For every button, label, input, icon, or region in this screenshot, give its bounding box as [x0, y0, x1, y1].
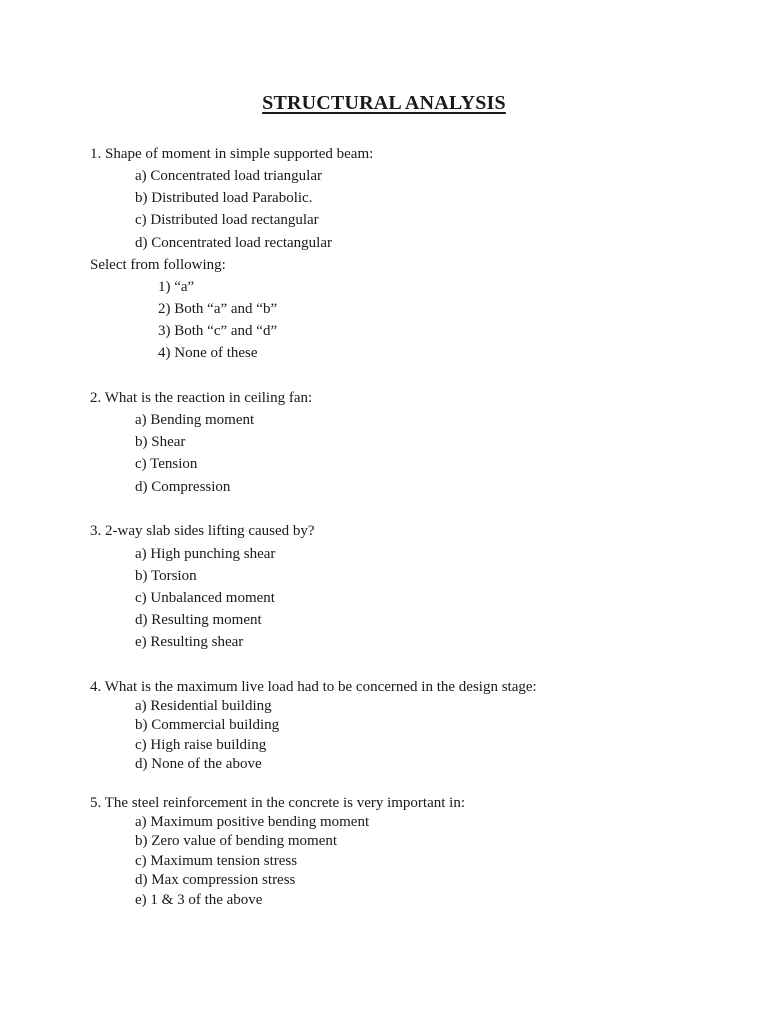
question-2-option-b: b) Shear — [135, 434, 186, 450]
question-3-option-c: c) Unbalanced moment — [135, 590, 275, 606]
question-3-option-b: b) Torsion — [135, 568, 197, 584]
question-4-option-a: a) Residential building — [135, 698, 272, 714]
question-2-option-c: c) Tension — [135, 456, 198, 472]
question-1-select-option-1: 1) “a” — [158, 279, 195, 295]
question-4-option-d: d) None of the above — [135, 756, 262, 772]
question-1-option-a: a) Concentrated load triangular — [135, 168, 323, 184]
question-1-select-label: Select from following: — [90, 257, 226, 273]
question-5-option-a: a) Maximum positive bending moment — [135, 814, 370, 830]
question-1-option-b: b) Distributed load Parabolic. — [135, 190, 313, 206]
question-1-option-c: c) Distributed load rectangular — [135, 212, 319, 228]
question-5-option-c: c) Maximum tension stress — [135, 853, 298, 869]
question-4-option-b: b) Commercial building — [135, 717, 280, 733]
question-1-select-option-4: 4) None of these — [158, 345, 258, 361]
question-5-option-d: d) Max compression stress — [135, 872, 296, 888]
question-3-option-e: e) Resulting shear — [135, 634, 244, 650]
question-5-option-e: e) 1 & 3 of the above — [135, 892, 263, 908]
question-3-text: 3. 2-way slab sides lifting caused by? — [90, 523, 315, 539]
page-title: STRUCTURAL ANALYSIS — [262, 92, 506, 114]
question-4-text: 4. What is the maximum live load had to be concerned in the design stage: — [90, 679, 537, 695]
question-3-option-a: a) High punching shear — [135, 546, 276, 562]
question-2-option-d: d) Compression — [135, 479, 231, 495]
question-2-option-a: a) Bending moment — [135, 412, 255, 428]
question-4-option-c: c) High raise building — [135, 737, 267, 753]
question-1-select-option-2: 2) Both “a” and “b” — [158, 301, 278, 317]
question-1-option-d: d) Concentrated load rectangular — [135, 235, 332, 251]
question-5-text: 5. The steel reinforcement in the concrete is very important in: — [90, 795, 466, 811]
question-5-option-b: b) Zero value of bending moment — [135, 833, 338, 849]
question-2-text: 2. What is the reaction in ceiling fan: — [90, 390, 313, 406]
question-1-text: 1. Shape of moment in simple supported beam: — [90, 146, 374, 162]
question-1-select-option-3: 3) Both “c” and “d” — [158, 323, 278, 339]
question-3-option-d: d) Resulting moment — [135, 612, 262, 628]
